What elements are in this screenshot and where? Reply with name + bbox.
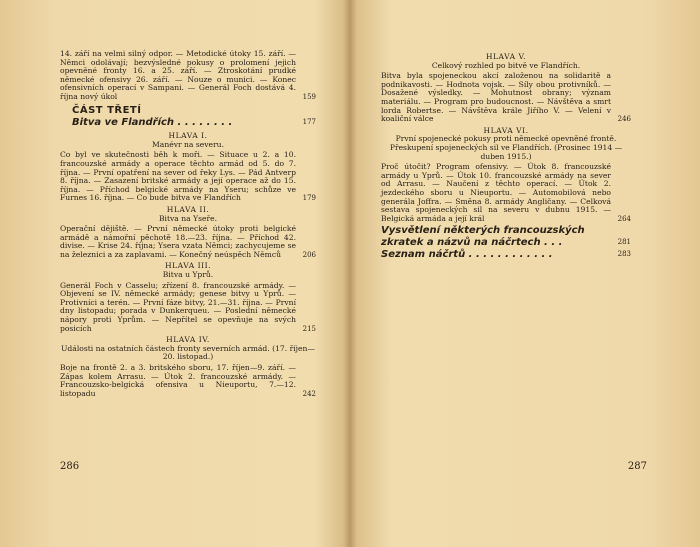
chapter-title: Manévr na severu.	[152, 139, 224, 149]
entry-page: 242	[302, 389, 316, 398]
entry-text: Bitva byla spojeneckou akcí založenou na solidaritě a podnikavosti. — Hodnota vojsk. — Síly obou protivníků. — Dosažené výsledky. — Mohutnost obrany; význam materiálu. — Program pro budoucnost. — Návštěva a smrt lorda Robertse. — Návštěva krále Jiřího V. — Velení v koaliční válce	[381, 71, 611, 124]
toc-entry	[60, 364, 316, 398]
chapter-heading: HLAVA III.	[164, 261, 212, 271]
toc-entry	[381, 72, 631, 124]
toc-entry	[381, 163, 631, 223]
part-title-line: Bitva ve Flandřích . . . . . . . . 177	[72, 117, 316, 129]
page-number: 286	[60, 461, 80, 472]
appendix-entry: Vysvětlení některých francouzských zkratek a názvů na náčrtech . . . 281	[381, 225, 631, 249]
chapter-title: Bitva u Yprů.	[162, 270, 214, 280]
entry-page: 159	[302, 92, 316, 101]
part-title: Bitva ve Flandřích	[72, 117, 175, 129]
entry-text: Boje na frontě 2. a 3. britského sboru, 17. říjen—9. září. — Zápas kolem Arrasu. — Útok 2. francouzské armády. — Francouzsko-belgická ofensiva u Nieuportu, 7.—12. listopadu	[60, 363, 296, 398]
right-page	[350, 0, 700, 547]
chapter	[60, 132, 316, 203]
appendix-entry: Seznam náčrtů . . . . . . . . . . . . 283	[381, 249, 631, 261]
chapter-title: Celkový rozhled po bitvě ve Flandřích.	[431, 60, 581, 70]
left-contents	[60, 50, 316, 400]
chapter-title: První spojenecké pokusy proti německé opevněné frontě. Přeskupení spojeneckých sil ve Flandřích. (Prosinec 1914 — duben 1915.)	[389, 134, 623, 161]
chapter-heading: HLAVA VI.	[483, 125, 529, 135]
chapter-title: Bitva na Yseře.	[158, 213, 218, 223]
toc-entry	[60, 151, 316, 203]
entry-page: 206	[302, 250, 316, 259]
part-page: 177	[302, 118, 316, 127]
entry-page: 246	[617, 115, 631, 124]
entry-text: Operační dějiště. — První německé útoky proti belgické armádě a námořní pěchotě 18.—23. října. — Příchod 42. divise. — Krise 24. října; Ysera vzata Němci; zachycujeme se na železnici a za zaplavami. — Konečný neúspěch Němců	[60, 224, 296, 259]
entry-page: 215	[302, 324, 316, 333]
part-label: ČÁST TŘETÍ	[72, 104, 142, 116]
page-number: 287	[627, 461, 647, 472]
chapter	[60, 206, 316, 260]
right-contents	[381, 50, 631, 261]
appendix-page: 281	[617, 238, 631, 247]
chapter	[381, 127, 631, 224]
entry-text: Proč útočit? Program ofensivy. — Útok 8. francouzské armády u Yprů. — Útok 10. francouzské armády na sever od Arrasu. — Naučení z těchto operací. — Útok 2. jezdeckého sboru u Nieuportu. — Automobilová nebo generála Joffra. — Směna 8. armády Angličany. — Celková sestava spojeneckých sil na severu v dubnu 1915. — Belgická armáda a její král	[381, 162, 611, 223]
chapter	[60, 262, 316, 333]
toc-entry	[60, 225, 316, 259]
chapter-heading: HLAVA II.	[166, 204, 210, 214]
chapter-heading: HLAVA V.	[485, 52, 527, 61]
appendix-page: 283	[617, 250, 631, 259]
appendix-text: Seznam náčrtů	[381, 249, 466, 261]
chapter	[381, 53, 631, 124]
entry-text: 14. září na velmi silný odpor. — Metodické útoky 15. září. — Němci odolávají; bezvýsledné pokusy o prolomení jejich opevněné fronty 16. a 25. září. — Ztroskotání prudké německé ofensivy 26. září. — Nouze o munici. — Konec ofensivních operací v Sampani. — Generál Foch dostává 4. října nový úkol	[60, 49, 296, 101]
toc-entry	[60, 282, 316, 334]
chapter-heading: HLAVA I.	[168, 131, 208, 141]
entry-text: Generál Foch v Casselu; zřízení 8. francouzské armády. — Objevení se IV. německé armády; genese bitvy u Yprů. — Protivníci a terén. — První fáze bitvy, 21.—31. října. — První dny listopadu; porada v Dunkerqueu. — Poslední německé nápory proti Yprům. — Nepřítel se opevňuje na svých posicích	[60, 280, 296, 333]
appendix-text: Vysvětlení některých francouzských zkratek a názvů na náčrtech	[381, 225, 585, 249]
entry-page: 179	[302, 194, 316, 203]
toc-entry	[60, 50, 316, 102]
chapter-heading: HLAVA IV.	[166, 335, 210, 345]
chapter-title: Události na ostatních částech fronty severních armád. (17. říjen—20. listopad.)	[61, 343, 315, 362]
entry-page: 264	[617, 214, 631, 223]
chapter	[60, 336, 316, 398]
entry-text: Co byl ve skutečnosti běh k moři. — Situace u 2. a 10. francouzské armády a operace těchto armád od 5. do 7. října. — První opatření na sever od řeky Lys. — Pád Antverp 8. října. — Zasazení britské armády a její operace až do 15. října. — Příchod belgické armády na Yseru; schůze ve Furnes 16. října. — Co bude bitva ve Flandřích	[60, 150, 296, 203]
